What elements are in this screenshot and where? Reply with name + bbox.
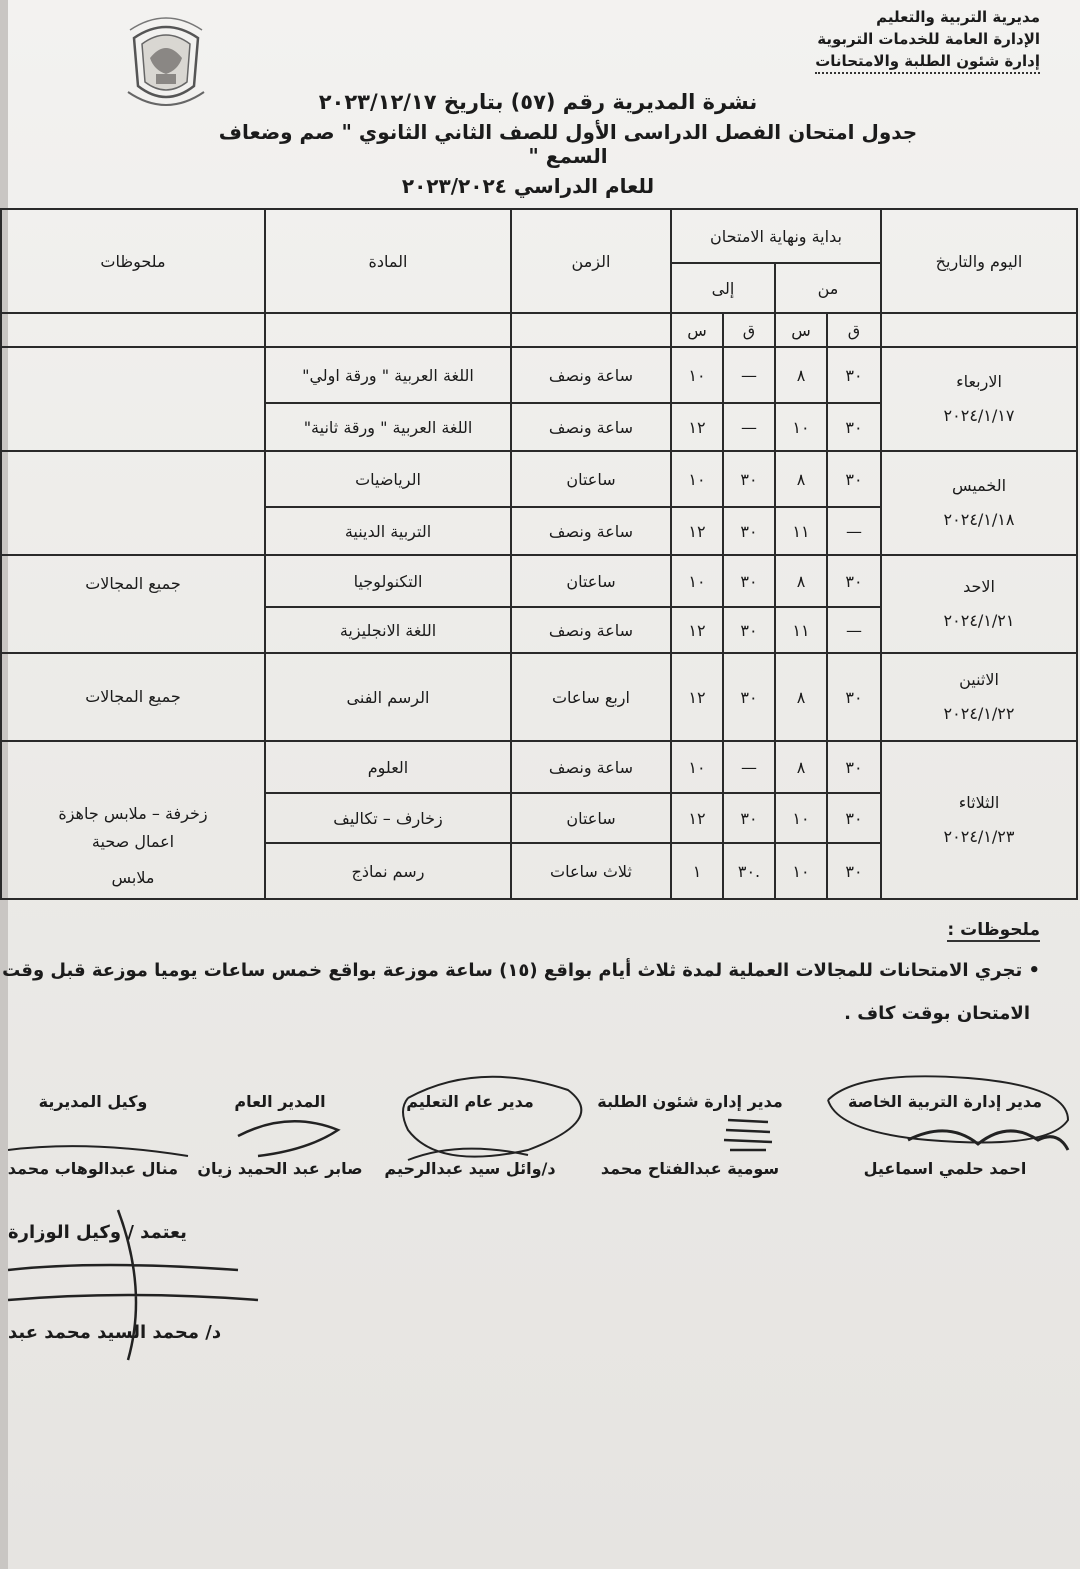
day-cell bbox=[881, 555, 1077, 653]
subheader-q: ق bbox=[723, 313, 775, 347]
to-hour: ١٢ bbox=[671, 653, 723, 741]
day-name: الاثنين bbox=[959, 670, 999, 689]
duration-cell: ساعة ونصف bbox=[511, 741, 671, 793]
header-to: إلى bbox=[671, 263, 775, 313]
from-hour: ٨ bbox=[775, 451, 827, 507]
to-minute: ٣٠ bbox=[723, 653, 775, 741]
day-cell bbox=[881, 653, 1077, 741]
day-name: الاحد bbox=[963, 577, 995, 596]
document-page bbox=[2, 0, 1080, 1569]
table-row bbox=[1, 555, 1077, 607]
duration-cell: ساعة ونصف bbox=[511, 507, 671, 555]
subject-cell: الرياضيات bbox=[265, 451, 511, 507]
from-hour: ٨ bbox=[775, 653, 827, 741]
subject-cell: اللغة العربية " ورقة ثانية" bbox=[265, 403, 511, 451]
day-cell bbox=[881, 451, 1077, 555]
notes-cell bbox=[1, 451, 265, 555]
to-hour: ١٠ bbox=[671, 347, 723, 403]
to-minute: .٣٠ bbox=[723, 843, 775, 899]
note-line: اعمال صحية bbox=[91, 832, 175, 851]
table-row bbox=[1, 653, 1077, 741]
from-minute: ٣٠ bbox=[827, 555, 881, 607]
from-minute: ٣٠ bbox=[827, 653, 881, 741]
from-minute: ٣٠ bbox=[827, 347, 881, 403]
duration-cell: ساعتان bbox=[511, 555, 671, 607]
ref-line-1: مديرية التربية والتعليم bbox=[876, 8, 1040, 26]
subheader-blank bbox=[265, 313, 511, 347]
from-hour: ١١ bbox=[775, 607, 827, 653]
to-hour: ١٢ bbox=[671, 607, 723, 653]
notes-title: ملحوظات : bbox=[947, 920, 1040, 940]
exam-schedule-table bbox=[0, 208, 1078, 900]
day-date: ٢٠٢٤/١/٢١ bbox=[943, 611, 1015, 630]
day-date: ٢٠٢٤/١/٢٢ bbox=[943, 704, 1015, 723]
from-hour: ٨ bbox=[775, 347, 827, 403]
subheader-day-blank bbox=[881, 313, 1077, 347]
ref-line-3: إدارة شئون الطلبة والامتحانات bbox=[815, 50, 1040, 74]
day-name: الخميس bbox=[951, 476, 1007, 495]
subheader-s: س bbox=[671, 313, 723, 347]
notes-line-1: • تجري الامتحانات للمجالات العملية لمدة ثلاث أيام بواقع (١٥) ساعة موزعة بواقع خمس ساعات يوميا موزعة قبل وقت bbox=[2, 960, 1040, 981]
subheader-s: س bbox=[775, 313, 827, 347]
signatory-role: مدير إدارة شئون الطلبة bbox=[597, 1092, 783, 1111]
to-hour: ١ bbox=[671, 843, 723, 899]
from-hour: ٨ bbox=[775, 555, 827, 607]
header-day-date: اليوم والتاريخ bbox=[881, 209, 1077, 313]
bulletin-number: نشرة المديرية رقم (٥٧) بتاريخ ٢٠٢٣/١٢/١٧ bbox=[318, 90, 758, 114]
from-hour: ١٠ bbox=[775, 843, 827, 899]
header-duration: الزمن bbox=[511, 209, 671, 313]
header-exam-range: بداية ونهاية الامتحان bbox=[671, 209, 881, 263]
signature-education-director bbox=[380, 1092, 560, 1178]
note-line: ملابس bbox=[111, 868, 155, 887]
duration-cell: اربع ساعات bbox=[511, 653, 671, 741]
to-hour: ١٢ bbox=[671, 793, 723, 843]
to-minute: — bbox=[723, 347, 775, 403]
signatory-name: صابر عبد الحميد زيان bbox=[197, 1159, 363, 1178]
duration-cell: ثلاث ساعات bbox=[511, 843, 671, 899]
notes-section bbox=[0, 920, 1040, 1024]
to-hour: ١٠ bbox=[671, 555, 723, 607]
minister-name: د/ محمد السيد محمد عبد bbox=[8, 1322, 222, 1343]
academic-year: للعام الدراسي ٢٠٢٣/٢٠٢٤ bbox=[401, 174, 655, 198]
from-minute: — bbox=[827, 507, 881, 555]
to-hour: ١٠ bbox=[671, 741, 723, 793]
notes-cell: جميع المجالات bbox=[1, 653, 265, 741]
from-minute: ٣٠ bbox=[827, 793, 881, 843]
duration-cell: ساعة ونصف bbox=[511, 347, 671, 403]
from-hour: ١٠ bbox=[775, 793, 827, 843]
duration-cell: ساعة ونصف bbox=[511, 403, 671, 451]
to-minute: ٣٠ bbox=[723, 793, 775, 843]
signatory-role: مدير إدارة التربية الخاصة bbox=[847, 1092, 1043, 1111]
from-minute: ٣٠ bbox=[827, 741, 881, 793]
table-row bbox=[1, 741, 1077, 793]
subject-cell: التربية الدينية bbox=[265, 507, 511, 555]
table-row bbox=[1, 347, 1077, 403]
notes-cell bbox=[1, 347, 265, 451]
signature-student-affairs bbox=[590, 1092, 790, 1178]
duration-cell: ساعتان bbox=[511, 451, 671, 507]
signatory-role: المدير العام bbox=[234, 1092, 326, 1111]
signatory-role: وكيل المديرية bbox=[38, 1092, 148, 1111]
subheader-q: ق bbox=[827, 313, 881, 347]
day-name: الثلاثاء bbox=[958, 793, 1000, 812]
from-minute: ٣٠ bbox=[827, 451, 881, 507]
day-cell bbox=[881, 741, 1077, 899]
from-hour: ٨ bbox=[775, 741, 827, 793]
from-hour: ١١ bbox=[775, 507, 827, 555]
to-minute: — bbox=[723, 403, 775, 451]
document-titles bbox=[188, 90, 948, 198]
subject-cell: الرسم الفنى bbox=[265, 653, 511, 741]
subheader-blank bbox=[511, 313, 671, 347]
duration-cell: ساعة ونصف bbox=[511, 607, 671, 653]
subheader-blank bbox=[1, 313, 265, 347]
from-minute: ٣٠ bbox=[827, 403, 881, 451]
day-date: ٢٠٢٤/١/١٧ bbox=[943, 406, 1015, 425]
to-hour: ١٢ bbox=[671, 403, 723, 451]
to-minute: ٣٠ bbox=[723, 451, 775, 507]
signature-deputy-directorate bbox=[8, 1092, 178, 1178]
notes-cell bbox=[1, 741, 265, 899]
day-cell bbox=[881, 347, 1077, 451]
from-minute: ٣٠ bbox=[827, 843, 881, 899]
schedule-title: جدول امتحان الفصل الدراسى الأول للصف الثاني الثانوي " صم وضعاف السمع " bbox=[218, 120, 918, 168]
day-name: الاربعاء bbox=[956, 372, 1002, 391]
signatory-name: احمد حلمي اسماعيل bbox=[863, 1159, 1027, 1178]
subject-cell: التكنولوجيا bbox=[265, 555, 511, 607]
subject-cell: العلوم bbox=[265, 741, 511, 793]
duration-cell: ساعتان bbox=[511, 793, 671, 843]
header-subject: المادة bbox=[265, 209, 511, 313]
notes-cell: جميع المجالات bbox=[1, 555, 265, 653]
day-date: ٢٠٢٤/١/١٨ bbox=[943, 510, 1015, 529]
signatory-role: مدير عام التعليم bbox=[406, 1092, 534, 1111]
subject-cell: رسم نماذج bbox=[265, 843, 511, 899]
ref-line-2: الإدارة العامة للخدمات التربوية bbox=[817, 30, 1040, 48]
signatory-name: سومية عبدالفتاح محمد bbox=[600, 1159, 780, 1178]
to-minute: ٣٠ bbox=[723, 555, 775, 607]
subject-cell: اللغة العربية " ورقة اولي" bbox=[265, 347, 511, 403]
notes-line-2: الامتحان بوقت كاف . bbox=[844, 1003, 1030, 1024]
to-minute: ٣٠ bbox=[723, 607, 775, 653]
subject-cell: زخارف – تكاليف bbox=[265, 793, 511, 843]
signatory-name: منال عبدالوهاب محمد bbox=[7, 1159, 178, 1178]
approval-line: يعتمد / وكيل الوزارة bbox=[8, 1222, 187, 1243]
signature-special-education bbox=[830, 1092, 1060, 1178]
from-hour: ١٠ bbox=[775, 403, 827, 451]
directorate-header bbox=[780, 6, 1040, 74]
note-line: زخرفة – ملابس جاهزة bbox=[58, 804, 208, 823]
subject-cell: اللغة الانجليزية bbox=[265, 607, 511, 653]
to-hour: ١٢ bbox=[671, 507, 723, 555]
signatory-name: د/وائل سيد عبدالرحيم bbox=[384, 1159, 556, 1178]
from-minute: — bbox=[827, 607, 881, 653]
to-minute: ٣٠ bbox=[723, 507, 775, 555]
day-date: ٢٠٢٤/١/٢٣ bbox=[943, 827, 1015, 846]
header-notes: ملحوظات bbox=[1, 209, 265, 313]
to-hour: ١٠ bbox=[671, 451, 723, 507]
to-minute: — bbox=[723, 741, 775, 793]
header-from: من bbox=[775, 263, 881, 313]
signature-general-director bbox=[190, 1092, 370, 1178]
table-row bbox=[1, 451, 1077, 507]
